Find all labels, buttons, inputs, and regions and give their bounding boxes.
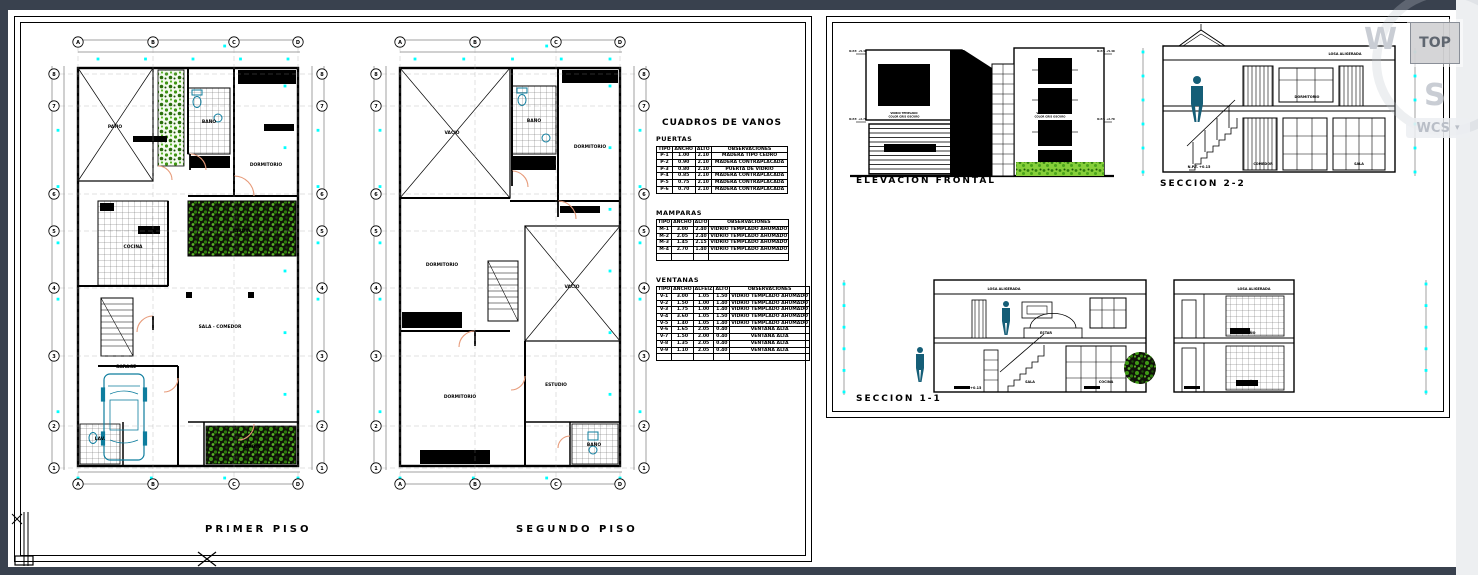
svg-text:N.P.T. +0.15: N.P.T. +0.15 bbox=[1187, 165, 1211, 169]
wcs-dropdown[interactable] bbox=[1406, 118, 1470, 138]
svg-text:GARAGE: GARAGE bbox=[115, 365, 137, 370]
window-edge-top bbox=[0, 0, 1478, 10]
schedule-mamparas-heading: MAMPARAS bbox=[656, 208, 702, 217]
section1-outlines bbox=[934, 280, 1294, 392]
svg-text:B: B bbox=[473, 481, 477, 488]
section2-caption: SECCION 2-2 bbox=[1160, 179, 1246, 189]
window-edge-left bbox=[0, 0, 8, 575]
section1-plant bbox=[1124, 352, 1156, 384]
caret-down-icon: ▾ bbox=[1454, 122, 1460, 133]
svg-text:COCINA: COCINA bbox=[123, 245, 143, 250]
svg-text:VACIO: VACIO bbox=[444, 131, 460, 136]
svg-text:D: D bbox=[617, 481, 623, 488]
svg-text:6: 6 bbox=[642, 191, 646, 198]
svg-text:8: 8 bbox=[642, 71, 646, 78]
svg-text:SALA: SALA bbox=[1354, 162, 1364, 166]
compass-west[interactable]: W bbox=[1364, 22, 1398, 57]
svg-text:4: 4 bbox=[374, 285, 378, 292]
svg-text:BAÑO: BAÑO bbox=[1244, 380, 1256, 384]
svg-text:B: B bbox=[473, 39, 477, 46]
schedule-ventanas-table: TIPO ANCHO ALFEIZ ALTO OBSERVACIONES V-1 3.00 1.05 1.50 VIDRIO TEMPLADO AHUMADO V-2 1.50 1.00 1.40 VIDRIO TEMPLADO AHUMADO V-3 1.75 1.00 1.40 VIDRIO TEMPLADO AHUMADO V-4 3.60 1.05 1.50 VIDRIO TEMPLADO AHUMADO V-5 1.40 1.05 1.40 VIDRIO TEMPLADO AHUMADO V-6 1.65 2.05 0.40 VENTANA ALTA V-7 1.50 2.00 0.40 VENTANA ALTA V-8 1.35 2.05 0.40 VENTANA ALTA V-9 1.10 2.05 0.40 VENTANA ALTA bbox=[656, 286, 788, 361]
viewcube-top-face[interactable]: TOP bbox=[1410, 22, 1460, 64]
dim-ticks-right bbox=[317, 73, 320, 470]
svg-text:A: A bbox=[76, 39, 80, 46]
svg-text:7: 7 bbox=[642, 103, 646, 110]
schedule-puertas-table: TIPO ANCHO ALTO OBSERVACIONES P-1 1.00 2.10 MADERA TIPO CEDRO P-2 0.90 2.10 MADERA CONTRAPLACADA P-3 0.80 2.10 PUERTA DE VIDRIO P-4 0.85 2.10 MADERA CONTRAPLACADA P-5 0.75 2.10 MADERA CONTRAPLACADA P-6 0.70 2.10 MADERA CONTRAPLACADA bbox=[656, 146, 788, 194]
svg-text:LOSA ALIGERADA: LOSA ALIGERADA bbox=[987, 287, 1021, 291]
svg-text:2: 2 bbox=[374, 423, 378, 430]
svg-text:C: C bbox=[554, 481, 558, 488]
svg-text:7: 7 bbox=[320, 103, 324, 110]
svg-text:A: A bbox=[76, 481, 80, 488]
svg-text:B: B bbox=[151, 481, 155, 488]
svg-text:A: A bbox=[398, 39, 402, 46]
svg-text:1: 1 bbox=[374, 465, 378, 472]
svg-text:4: 4 bbox=[320, 285, 324, 292]
dim-ticks-inner1 bbox=[609, 85, 612, 458]
svg-text:SALA: SALA bbox=[1025, 380, 1035, 384]
dim-ticks-left bbox=[57, 73, 60, 470]
svg-text:ESTAR: ESTAR bbox=[1039, 331, 1053, 335]
svg-text:VIDRIO TEMPLADO: VIDRIO TEMPLADO bbox=[890, 112, 918, 115]
svg-text:C: C bbox=[232, 481, 236, 488]
svg-text:ESTUDIO: ESTUDIO bbox=[545, 383, 567, 388]
dim-ticks-inner1 bbox=[284, 85, 287, 458]
svg-text:6: 6 bbox=[52, 191, 56, 198]
dim-ticks-inner2 bbox=[97, 58, 290, 61]
wcs-dropdown-label: WCS bbox=[1416, 120, 1450, 136]
svg-text:C: C bbox=[554, 39, 558, 46]
svg-text:PUERTA LEVADIZA: PUERTA LEVADIZA bbox=[896, 146, 924, 150]
svg-text:COCINA: COCINA bbox=[1098, 380, 1114, 384]
svg-text:4: 4 bbox=[642, 285, 646, 292]
svg-text:2: 2 bbox=[642, 423, 646, 430]
svg-text:5: 5 bbox=[320, 228, 324, 235]
section1-caption: SECCION 1-1 bbox=[856, 394, 942, 404]
vanos-schedules bbox=[656, 118, 809, 376]
svg-text:COLOR GRIS OSCURO: COLOR GRIS OSCURO bbox=[888, 115, 920, 119]
svg-text:C: C bbox=[232, 39, 236, 46]
elevation-hedge bbox=[1016, 162, 1104, 176]
svg-text:3: 3 bbox=[52, 353, 56, 360]
dim-ticks-left bbox=[379, 73, 382, 470]
svg-text:N.P.T. +5.40: N.P.T. +5.40 bbox=[1097, 50, 1115, 53]
svg-text:2: 2 bbox=[52, 423, 56, 430]
compass-south[interactable]: S bbox=[1424, 78, 1446, 113]
floor-plan-segundo-piso[interactable] bbox=[360, 26, 660, 510]
svg-text:PATIO: PATIO bbox=[107, 125, 123, 130]
svg-text:LOSA ALIGERADA: LOSA ALIGERADA bbox=[1237, 287, 1271, 291]
svg-text:N.P.T. +2.70: N.P.T. +2.70 bbox=[1097, 118, 1115, 121]
svg-text:DORMITORIO: DORMITORIO bbox=[249, 163, 283, 168]
svg-text:D: D bbox=[295, 39, 301, 46]
section2-person-figure bbox=[1191, 76, 1203, 122]
dim-ticks-inner2 bbox=[414, 58, 612, 61]
svg-text:7: 7 bbox=[374, 103, 378, 110]
svg-text:3: 3 bbox=[320, 353, 324, 360]
svg-text:BAÑO: BAÑO bbox=[526, 119, 542, 124]
svg-text:BAÑO: BAÑO bbox=[201, 120, 217, 125]
svg-text:D: D bbox=[617, 39, 623, 46]
svg-text:8: 8 bbox=[52, 71, 56, 78]
svg-text:1: 1 bbox=[320, 465, 324, 472]
svg-text:LAV.: LAV. bbox=[94, 437, 106, 442]
svg-text:DORMITORIO: DORMITORIO bbox=[443, 395, 477, 400]
svg-text:7: 7 bbox=[52, 103, 56, 110]
schedules-title: CUADROS DE VANOS bbox=[661, 118, 782, 128]
svg-text:JARDIN: JARDIN bbox=[233, 229, 251, 234]
svg-text:N.P.T. +0.15: N.P.T. +0.15 bbox=[958, 386, 982, 390]
svg-text:1: 1 bbox=[642, 465, 646, 472]
ucs-icon bbox=[0, 500, 240, 575]
plan2-stair-steps bbox=[488, 261, 518, 321]
elevation-caption: ELEVACION FRONTAL bbox=[856, 176, 997, 186]
schedule-ventanas bbox=[656, 275, 809, 362]
svg-text:5: 5 bbox=[52, 228, 56, 235]
schedule-mamparas bbox=[656, 209, 788, 261]
svg-text:5: 5 bbox=[642, 228, 646, 235]
svg-text:VIDRIO TEMPLADO: VIDRIO TEMPLADO bbox=[1036, 112, 1064, 115]
svg-text:3: 3 bbox=[642, 353, 646, 360]
schedule-puertas bbox=[656, 135, 788, 194]
svg-text:6: 6 bbox=[374, 191, 378, 198]
svg-text:2: 2 bbox=[320, 423, 324, 430]
svg-text:8: 8 bbox=[320, 71, 324, 78]
dim-ticks-bottom bbox=[77, 477, 300, 480]
svg-text:JARDIN: JARDIN bbox=[243, 445, 261, 450]
svg-text:4: 4 bbox=[52, 285, 56, 292]
svg-text:3: 3 bbox=[374, 353, 378, 360]
dim-ticks-bottom bbox=[399, 477, 622, 480]
schedule-puertas-heading: PUERTAS bbox=[656, 135, 693, 143]
svg-text:6: 6 bbox=[320, 191, 324, 198]
schedule-mamparas-table: TIPO ANCHO ALTO OBSERVACIONES M-1 3.00 2.40 VIDRIO TEMPLADO AHUMADO M-2 2.05 2.40 VIDRIO TEMPLADO AHUMADO M-3 1.45 2.15 VIDRIO TEMPLADO AHUMADO M-4 2.70 1.40 VIDRIO TEMPLADO AHUMADO bbox=[656, 219, 788, 260]
svg-text:B: B bbox=[151, 39, 155, 46]
plan1-caption: PRIMER PISO bbox=[205, 524, 312, 535]
plan2-caption: SEGUNDO PISO bbox=[516, 524, 638, 535]
svg-text:8: 8 bbox=[374, 71, 378, 78]
svg-text:COMEDOR: COMEDOR bbox=[1253, 162, 1273, 166]
svg-text:SALA - COMEDOR: SALA - COMEDOR bbox=[198, 325, 242, 330]
svg-text:BAÑO: BAÑO bbox=[586, 443, 602, 448]
svg-text:A: A bbox=[398, 481, 402, 488]
svg-text:DORMITORIO: DORMITORIO bbox=[1294, 95, 1320, 99]
window-edge-bottom bbox=[0, 567, 1478, 575]
svg-text:1: 1 bbox=[52, 465, 56, 472]
svg-text:D: D bbox=[295, 481, 301, 488]
svg-text:5: 5 bbox=[374, 228, 378, 235]
dim-ticks-top bbox=[399, 45, 622, 48]
svg-text:N.P.T. +5.40: N.P.T. +5.40 bbox=[849, 50, 867, 53]
svg-text:COLOR GRIS OSCURO: COLOR GRIS OSCURO bbox=[1034, 115, 1066, 119]
svg-text:BAÑO: BAÑO bbox=[1244, 331, 1256, 335]
svg-text:N.P.T. +2.70: N.P.T. +2.70 bbox=[849, 118, 867, 121]
dim-ticks-top bbox=[77, 45, 300, 48]
schedule-ventanas-heading: VENTANAS bbox=[656, 275, 700, 284]
svg-text:DORMITORIO: DORMITORIO bbox=[573, 145, 607, 150]
floor-plan-primer-piso[interactable] bbox=[38, 26, 338, 510]
plan1-stair-steps bbox=[101, 298, 133, 356]
svg-text:LOSA ALIGERADA: LOSA ALIGERADA bbox=[1328, 52, 1362, 56]
dim-ticks-right bbox=[639, 73, 642, 470]
svg-text:VACIO: VACIO bbox=[564, 285, 580, 290]
svg-text:DORMITORIO: DORMITORIO bbox=[425, 263, 459, 268]
